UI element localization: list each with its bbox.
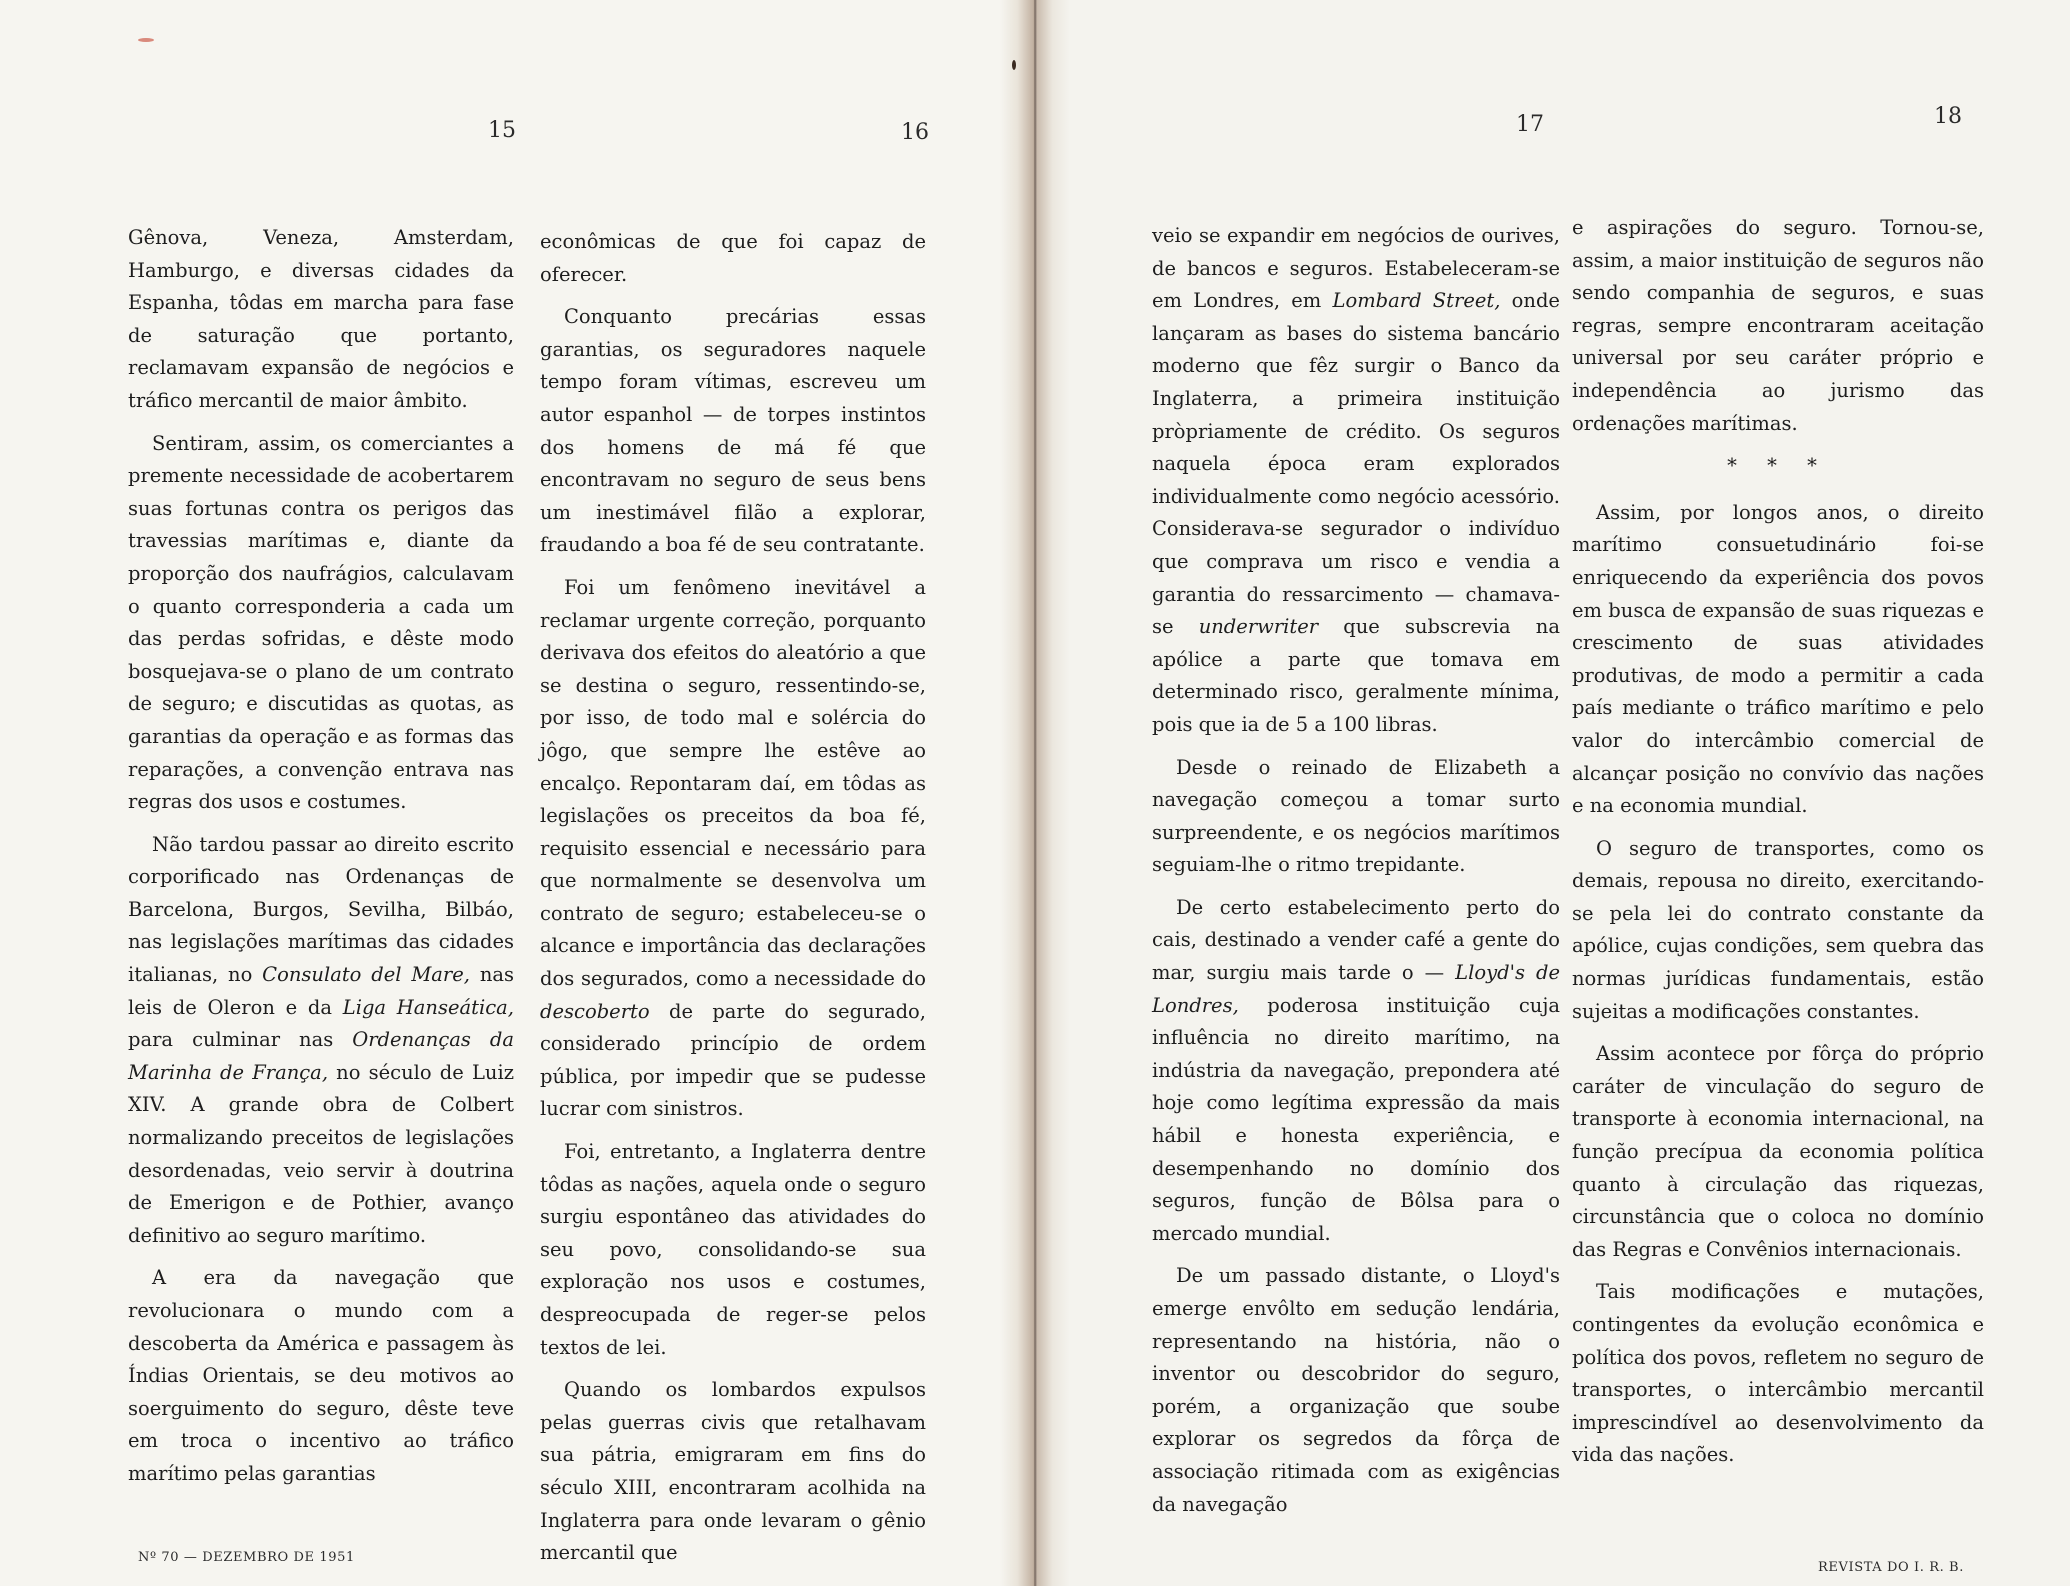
- page-number-15: 15: [488, 118, 516, 143]
- paragraph: Sentiram, assim, os comerciantes a premente necessidade de acobertarem suas fortunas contra os perigos das travessias marítimas e, diante da proporção dos naufrágios, calculavam o quanto corresponderia a cada um das perdas sofridas, e dêste modo bosquejava-se o plano de um contrato de seguro; e discutidas as quotas, as garantias da operação e as formas das reparações, a convenção entrava nas regras dos usos e costumes.: [128, 431, 514, 814]
- paragraph: De um passado distante, o Lloyd's emerge envôlto em sedução lendária, representando na história, não o inventor ou descobridor do seguro, porém, a organização que soube explorar os segredos da fôrça de associação ritimada com as exigências da navegação: [1152, 1264, 1560, 1516]
- paragraph: Assim acontece por fôrça do próprio caráter de vinculação do seguro de transporte à economia internacional, na função precípua da economia política quanto à circulação das riquezas, circunstância que o coloca no domínio das Regras e Convênios internacionais.: [1572, 1042, 1984, 1261]
- paragraph: De certo estabelecimento perto do cais, destinado a vender café a gente do mar, surgiu mais tarde o — Lloyd's de Londres, poderosa instituição cuja influência no direito marítimo, na indústria da navegação, prepondera até hoje como legítima expressão da mais hábil e honesta experiência, e desempenhando no domínio dos seguros, função de Bôlsa para o mercado mundial.: [1152, 895, 1561, 1245]
- footer-publication: REVISTA DO I. R. B.: [1818, 1560, 1964, 1575]
- paragraph: Gênova, Veneza, Amsterdam, Hamburgo, e diversas cidades da Espanha, tôdas em marcha para fase de saturação que portanto, reclamavam expansão de negócios e tráfico mercantil de maior âmbito.: [128, 226, 514, 412]
- paper-stain: [1012, 60, 1016, 70]
- page-number-17: 17: [1516, 112, 1544, 137]
- paragraph: veio se expandir em negócios de ourives, de bancos e seguros. Estabeleceram-se em Londres, em Lombard Street, onde lançaram as bases do sistema bancário moderno que fêz surgir o Banco da Inglaterra, a primeira instituição pròpriamente de crédito. Os seguros naquela época eram explorados individualmente como negócio acessório. Considerava-se segurador o indivíduo que comprava um risco e vendia a garantia do ressarcimento — chamava-se underwriter que subscrevia na apólice a parte que tomava em determinado risco, geralmente mínima, pois que ia de 5 a 100 libras.: [1152, 224, 1560, 736]
- binding-gutter: [1000, 0, 1070, 1586]
- paragraph: e aspirações do seguro. Tornou-se, assim, a maior instituição de seguros não sendo companhia de seguros, e suas regras, sempre encontraram aceitação universal por seu caráter próprio e independência ao jurismo das ordenações marítimas.: [1572, 216, 1984, 435]
- page-number-16: 16: [901, 120, 929, 145]
- paragraph: Tais modificações e mutações, contingentes da evolução econômica e política dos povos, refletem no seguro de transportes, o intercâmbio mercantil imprescindível ao desenvolvimento da vida das nações.: [1572, 1280, 1984, 1467]
- paragraph: Foi, entretanto, a Inglaterra dentre tôdas as nações, aquela onde o seguro surgiu espontâneo das atividades do seu povo, consolidando-se sua exploração nos usos e costumes, despreocupada de reger-se pelos textos de lei.: [540, 1140, 926, 1359]
- paper-stain: [138, 38, 154, 42]
- paragraph: Não tardou passar ao direito escrito corporificado nas Ordenanças de Barcelona, Burgos, Sevilha, Bilbáo, nas legislações marítimas das cidades italianas, no Consulato del Mare, nas leis de Oleron e da Liga Hanseática, para culminar nas Ordenanças da Marinha de França, no século de Luiz XIV. A grande obra de Colbert normalizando preceitos de legislações desordenadas, veio servir à doutrina de Emerigon e de Pothier, avanço definitivo ao seguro marítimo.: [128, 832, 515, 1247]
- paragraph: A era da navegação que revolucionara o mundo com a descoberta da América e passagem às Índias Orientais, se deu motivos ao soerguimento do seguro, dêste teve em troca o incentivo ao tráfico marítimo pelas garantias: [128, 1266, 514, 1485]
- paragraph: econômicas de que foi capaz de oferecer.: [540, 230, 926, 286]
- paragraph: Foi um fenômeno inevitável a reclamar urgente correção, porquanto derivava dos efeitos do aleatório a que se destina o seguro, ressentindo-se, por isso, de todo mal e solércia do jôgo, que sempre lhe estêve ao encalço. Repontaram daí, em tôdas as legislações os preceitos da boa fé, requisito essencial e necessário para que normalmente se desenvolva um contrato de seguro; estabeleceu-se o alcance e importância das declarações dos segurados, como a necessidade do descoberto de parte do segurado, considerado princípio de ordem pública, por impedir que se pudesse lucrar com sinistros.: [540, 575, 926, 1121]
- section-divider: * * *: [1727, 454, 1829, 478]
- page-15-column: [128, 222, 514, 1501]
- paragraph: O seguro de transportes, como os demais, repousa no direito, exercitando-se pela lei do contrato constante da apólice, cujas condições, sem quebra das normas jurídicas fundamentais, estão sujeitas a modificações constantes.: [1572, 836, 1984, 1023]
- paragraph: Assim, por longos anos, o direito marítimo consuetudinário foi-se enriquecendo da experiência dos povos em busca de expansão de suas riquezas e crescimento de suas atividades produtivas, de modo a permitir a cada país mediante o tráfico marítimo e pelo valor do intercâmbio comercial de alcançar posição no convívio das nações e na economia mundial.: [1572, 500, 1984, 818]
- page-17-column: [1152, 220, 1560, 1531]
- page-16-column: [540, 226, 926, 1580]
- paragraph: Conquanto precárias essas garantias, os seguradores naquele tempo foram vítimas, escreveu um autor espanhol — de torpes instintos dos homens de má fé que encontravam no seguro de seus bens um inestimável filão a explorar, fraudando a boa fé de seu contratante.: [540, 305, 926, 557]
- paragraph: Desde o reinado de Elizabeth a navegação começou a tomar surto surpreendente, e os negócios marítimos seguiam-lhe o ritmo trepidante.: [1152, 755, 1560, 877]
- footer-issue-date: Nº 70 — DEZEMBRO DE 1951: [138, 1550, 355, 1565]
- paragraph: Quando os lombardos expulsos pelas guerras civis que retalhavam sua pátria, emigraram em fins do século XIII, encontraram acolhida na Inglaterra para onde levaram o gênio mercantil que: [540, 1378, 926, 1565]
- page-number-18: 18: [1934, 104, 1962, 129]
- page-18-column: [1572, 212, 1984, 1482]
